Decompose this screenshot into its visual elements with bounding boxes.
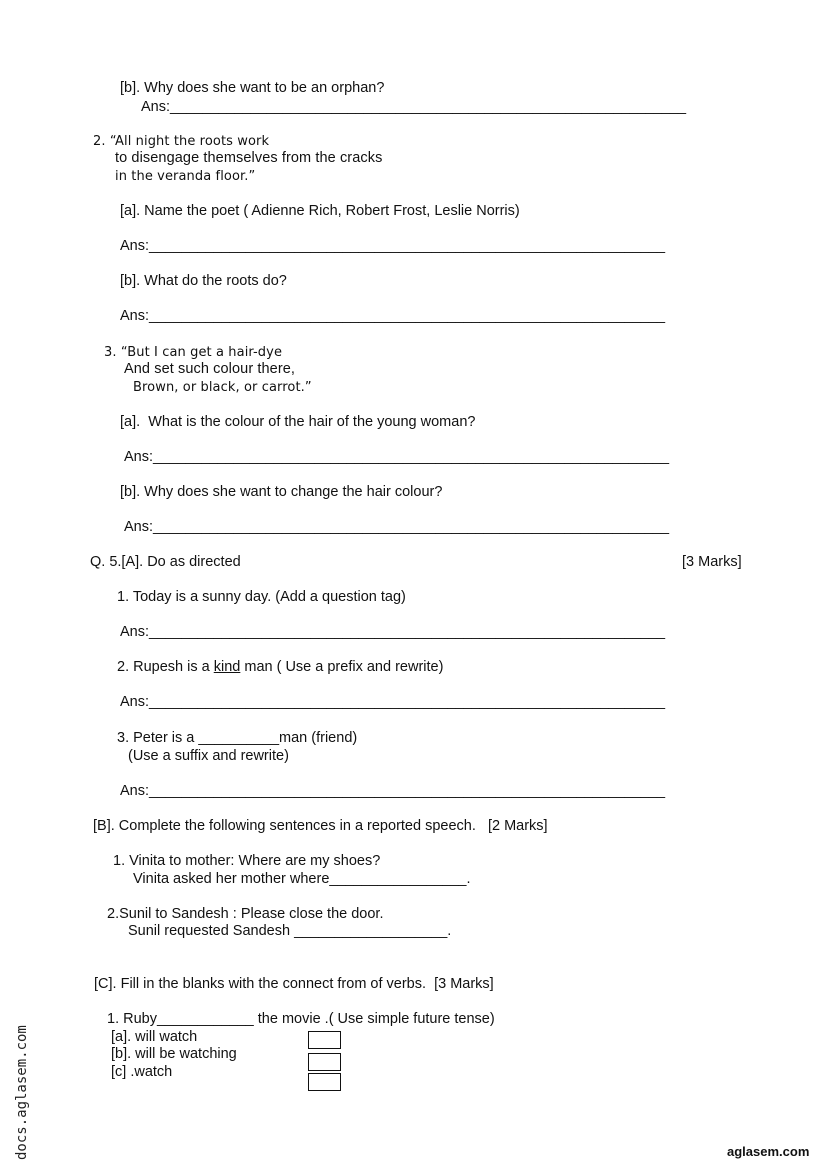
watermark-right: aglasem.com [727,1144,810,1159]
option-b: [b]. will be watching [111,1046,237,1062]
answer-line: Ans:________________________________________________________________ [141,99,687,115]
answer-line: Ans:________________________________________________________________ [124,519,670,535]
question-text: man ( Use a prefix and rewrite) [240,659,444,675]
answer-line: Ans:________________________________________________________________ [120,624,666,640]
reported-question-1: 1. Vinita to mother: Where are my shoes? [113,853,381,869]
reported-question-2: 2.Sunil to Sandesh : Please close the door. [107,906,384,922]
grammar-question-1: 1. Today is a sunny day. (Add a question tag) [117,589,406,605]
option-c-checkbox[interactable] [308,1073,341,1091]
question-b-orphan: [b]. Why does she want to be an orphan? [120,80,385,96]
question-b-roots: [b]. What do the roots do? [120,273,287,289]
option-b-checkbox[interactable] [308,1053,341,1071]
poem-line: to disengage themselves from the cracks [115,150,383,166]
poem-line: 2. “All night the roots work [93,134,270,149]
marks-label: [3 Marks] [682,554,742,570]
section-heading-c: [C]. Fill in the blanks with the connect from of verbs. [3 Marks] [94,976,494,992]
question-a-poet: [a]. Name the poet ( Adienne Rich, Robert Frost, Leslie Norris) [120,203,520,219]
reported-answer-1: Vinita asked her mother where_________________. [133,871,471,887]
answer-line: Ans:________________________________________________________________ [120,308,666,324]
option-c: [c] .watch [111,1064,173,1080]
poem-line: 3. “But I can get a hair-dye [104,345,283,360]
answer-line: Ans:________________________________________________________________ [120,783,666,799]
question-text: 2. Rupesh is a [117,659,214,675]
answer-line: Ans:________________________________________________________________ [124,449,670,465]
underlined-word: kind [213,659,241,675]
option-a-checkbox[interactable] [308,1031,341,1049]
poem-line: And set such colour there, [124,361,296,377]
section-heading-5a: Q. 5.[A]. Do as directed [90,554,241,570]
answer-line: Ans:________________________________________________________________ [120,238,666,254]
grammar-question-3: 3. Peter is a __________man (friend) [117,730,358,746]
question-b-hair: [b]. Why does she want to change the hair colour? [120,484,443,500]
fill-blank-question-1: 1. Ruby____________ the movie .( Use simple future tense) [107,1011,495,1027]
poem-line: in the veranda floor.” [115,169,256,184]
grammar-question-2 [117,659,443,676]
grammar-instruction: (Use a suffix and rewrite) [128,748,289,764]
poem-line: Brown, or black, or carrot.” [133,380,312,395]
option-a: [a]. will watch [111,1029,198,1045]
section-heading-b: [B]. Complete the following sentences in a reported speech. [2 Marks] [93,818,548,834]
reported-answer-2: Sunil requested Sandesh ___________________. [128,923,452,939]
answer-line: Ans:________________________________________________________________ [120,694,666,710]
watermark-left: docs.aglasem.com [14,1025,30,1160]
question-a-hair: [a]. What is the colour of the hair of the young woman? [120,414,476,430]
